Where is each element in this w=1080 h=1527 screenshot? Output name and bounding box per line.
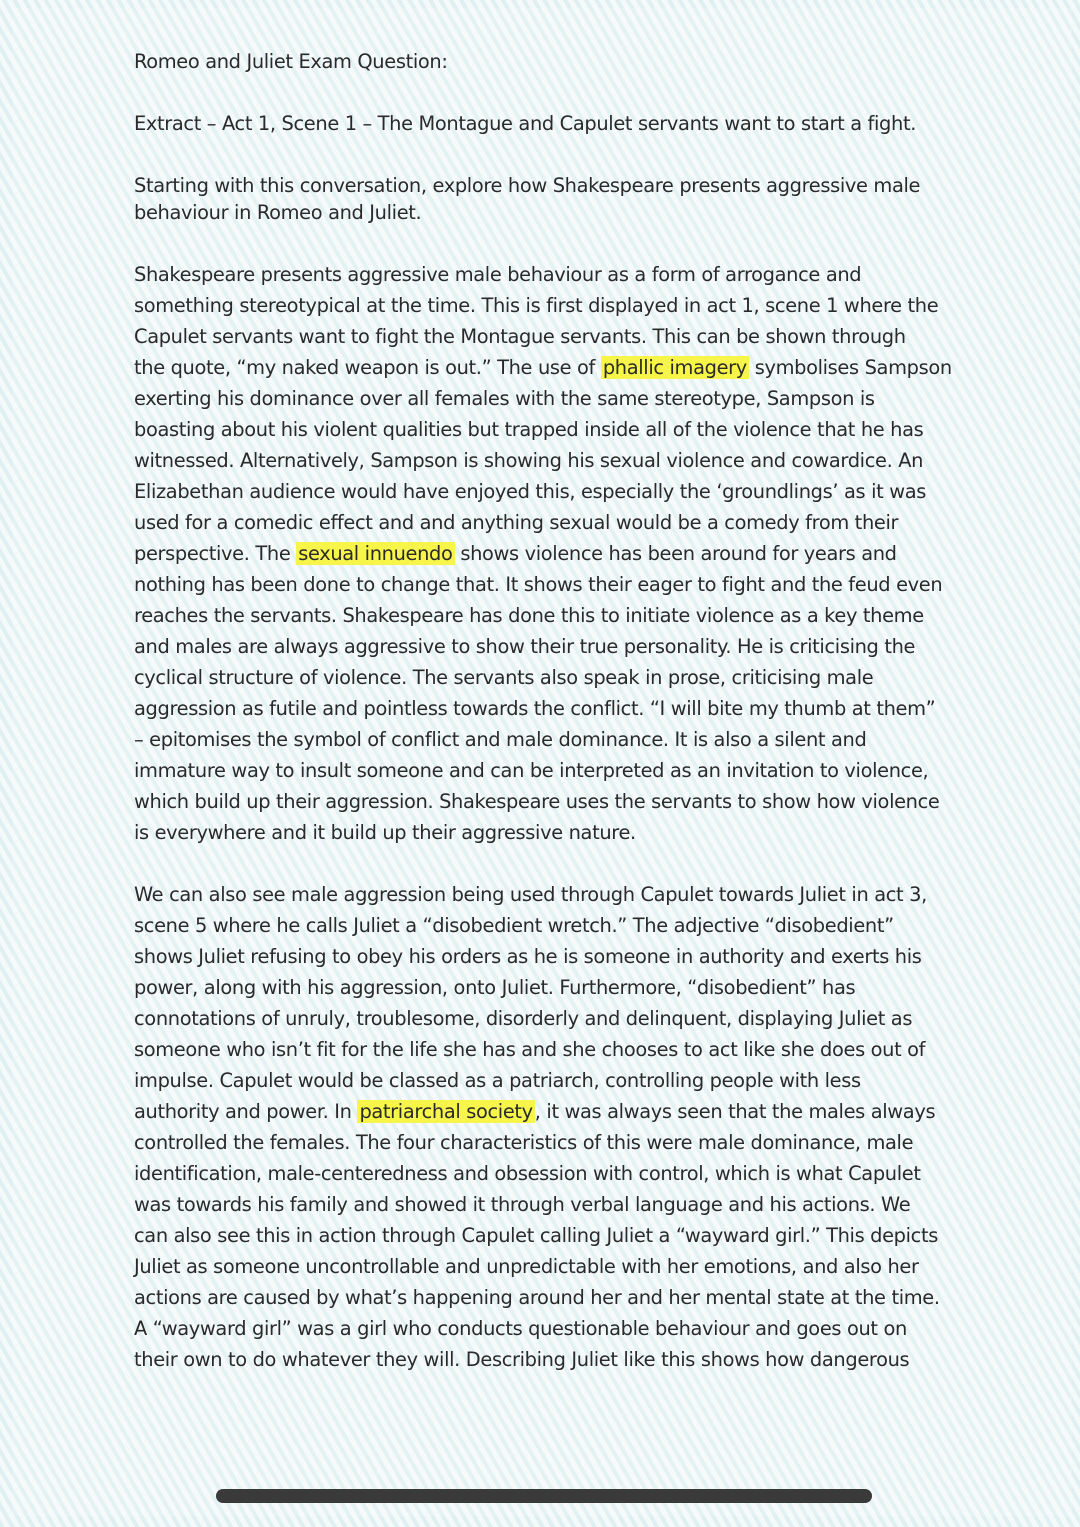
paragraph-line: which build up their aggression. Shakespeare uses the servants to show how violence (134, 790, 940, 813)
paragraph-line: actions are caused by what’s happening around her and her mental state at the time. (134, 1286, 940, 1309)
paragraph-line: something stereotypical at the time. This is first displayed in act 1, scene 1 where the (134, 294, 939, 317)
paragraph-line: exerting his dominance over all females with the same stereotype, Sampson is (134, 387, 875, 410)
paragraph-line: someone who isn’t fit for the life she has and she chooses to act like she does out of (134, 1038, 926, 1061)
text-run: perspective. The (134, 542, 297, 565)
document-content (134, 46, 964, 1375)
paragraph-line: connotations of unruly, troublesome, disorderly and delinquent, displaying Juliet as (134, 1007, 913, 1030)
paragraph-line: We can also see male aggression being used through Capulet towards Juliet in act 3, (134, 883, 927, 906)
paragraph-line: Elizabethan audience would have enjoyed this, especially the ‘groundlings’ as it was (134, 480, 926, 503)
highlight-phallic-imagery: phallic imagery (602, 356, 747, 379)
highlight-patriarchal-society: patriarchal society (359, 1100, 533, 1123)
paragraph-line: identification, male-centeredness and obsession with control, which is what Capulet (134, 1162, 921, 1185)
paragraph-line: aggression as futile and pointless towards the conflict. “I will bite my thumb at them” (134, 697, 936, 720)
paragraph-2 (134, 879, 964, 1375)
paragraph-line: Shakespeare presents aggressive male behaviour as a form of arrogance and (134, 263, 862, 286)
paragraph-line: – epitomises the symbol of conflict and male dominance. It is also a silent and (134, 728, 867, 751)
paragraph-line: used for a comedic effect and and anything sexual would be a comedy from their (134, 511, 899, 534)
text-run: the quote, “my naked weapon is out.” The use of (134, 356, 601, 379)
paragraph-line: power, along with his aggression, onto Juliet. Furthermore, “disobedient” has (134, 976, 856, 999)
paragraph-line: impulse. Capulet would be classed as a patriarch, controlling people with less (134, 1069, 861, 1092)
paragraph-line: is everywhere and it build up their aggressive nature. (134, 821, 636, 844)
paragraph-line: was towards his family and showed it through verbal language and his actions. We (134, 1193, 911, 1216)
paragraph-line: A “wayward girl” was a girl who conducts questionable behaviour and goes out on (134, 1317, 907, 1340)
question-line-1: Starting with this conversation, explore how Shakespeare presents aggressive male (134, 174, 921, 197)
paragraph-line: Capulet servants want to fight the Montague servants. This can be shown through (134, 325, 906, 348)
paragraph-line (134, 538, 964, 569)
text-run: symbolises Sampson (748, 356, 952, 379)
paragraph-1 (134, 259, 964, 848)
document-title: Romeo and Juliet Exam Question: (134, 50, 448, 73)
text-run: shows violence has been around for years and (454, 542, 897, 565)
paragraph-line: shows Juliet refusing to obey his orders as he is someone in authority and exerts his (134, 945, 922, 968)
paragraph-line (134, 1096, 964, 1127)
paragraph-line: witnessed. Alternatively, Sampson is showing his sexual violence and cowardice. An (134, 449, 924, 472)
paragraph-line: nothing has been done to change that. It shows their eager to fight and the feud even (134, 573, 943, 596)
paragraph-line: Juliet as someone uncontrollable and unpredictable with her emotions, and also her (134, 1255, 919, 1278)
paragraph-line: immature way to insult someone and can be interpreted as an invitation to violence, (134, 759, 929, 782)
paragraph-line: boasting about his violent qualities but trapped inside all of the violence that he has (134, 418, 924, 441)
paragraph-line: scene 5 where he calls Juliet a “disobedient wretch.” The adjective “disobedient” (134, 914, 894, 937)
text-run: authority and power. In (134, 1100, 358, 1123)
extract-line: Extract – Act 1, Scene 1 – The Montague and Capulet servants want to start a fight. (134, 112, 917, 135)
paragraph-line: controlled the females. The four characteristics of this were male dominance, male (134, 1131, 914, 1154)
paragraph-line (134, 352, 964, 383)
paragraph-line: their own to do whatever they will. Describing Juliet like this shows how dangerous (134, 1348, 910, 1371)
paragraph-line: cyclical structure of violence. The servants also speak in prose, criticising male (134, 666, 874, 689)
text-run: , it was always seen that the males always (534, 1100, 936, 1123)
question-line-2: behaviour in Romeo and Juliet. (134, 201, 422, 224)
home-indicator-bar[interactable] (216, 1489, 872, 1503)
paragraph-line: reaches the servants. Shakespeare has done this to initiate violence as a key theme (134, 604, 924, 627)
paragraph-line: and males are always aggressive to show their true personality. He is criticising the (134, 635, 916, 658)
highlight-sexual-innuendo: sexual innuendo (298, 542, 453, 565)
paragraph-line: can also see this in action through Capulet calling Juliet a “wayward girl.” This depicts (134, 1224, 938, 1247)
